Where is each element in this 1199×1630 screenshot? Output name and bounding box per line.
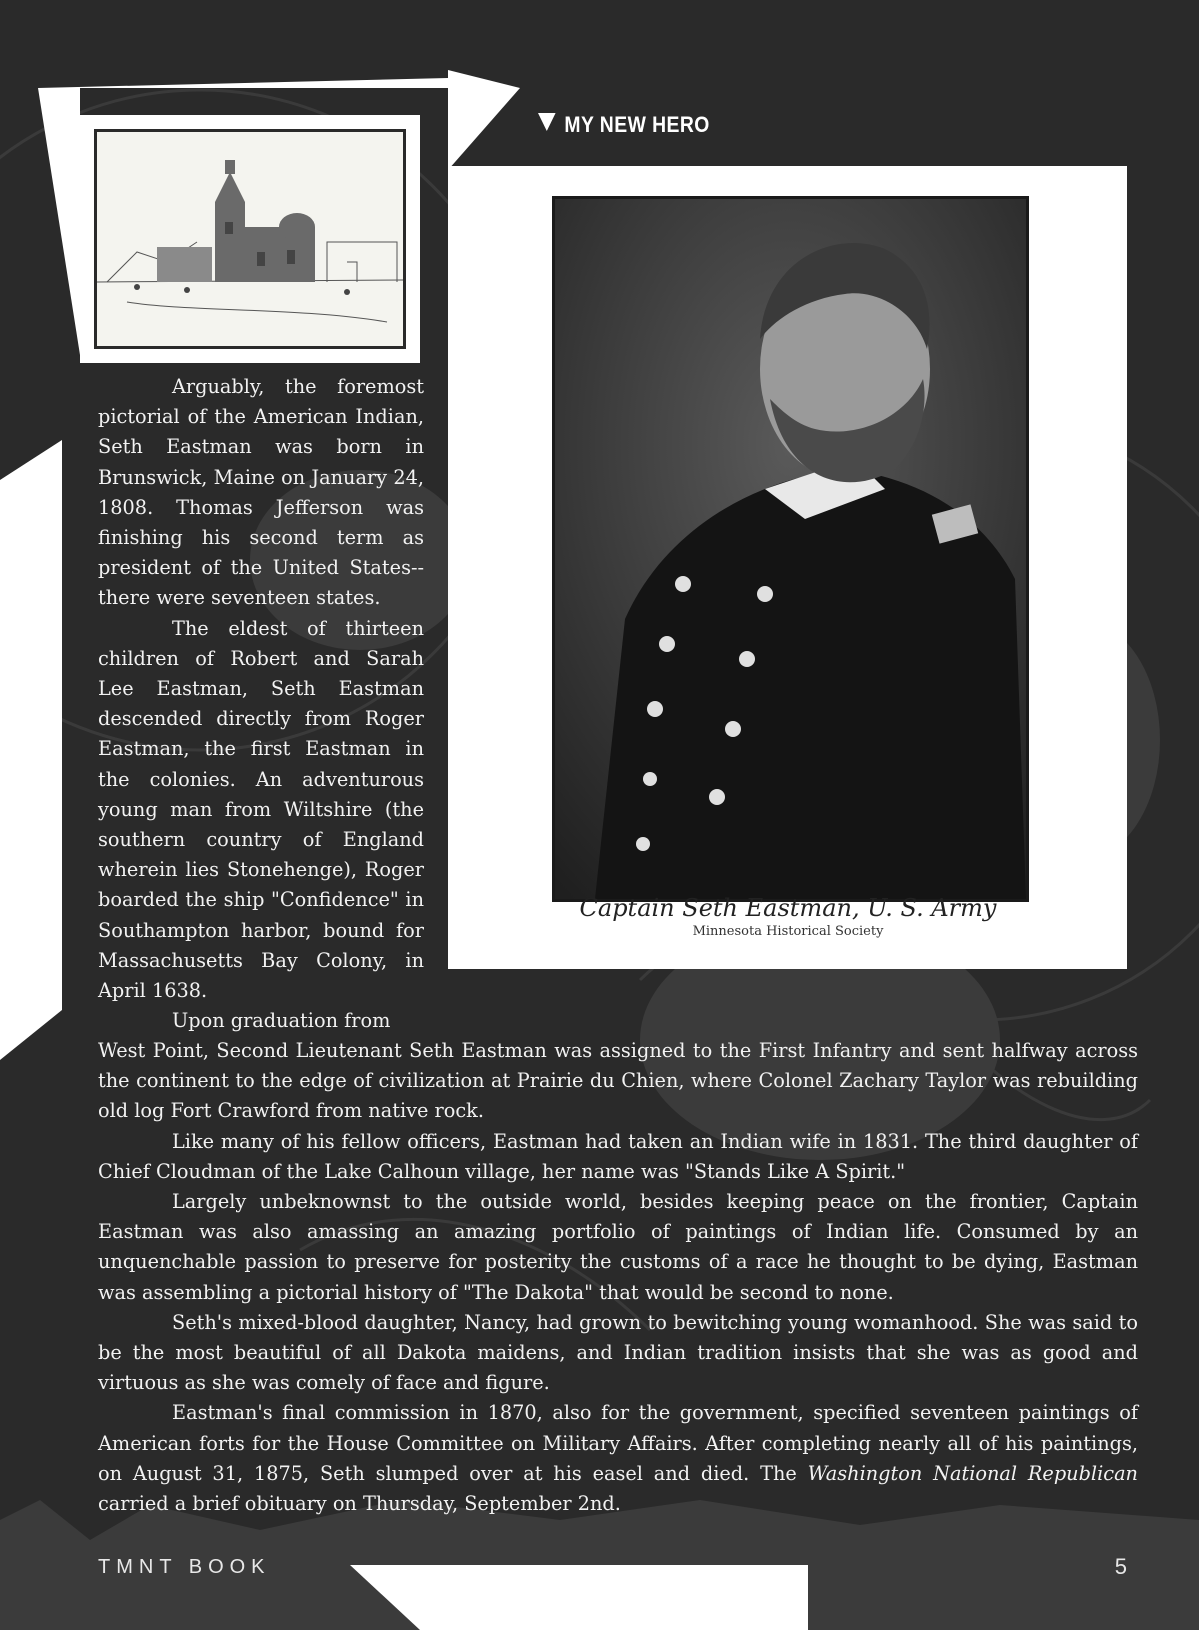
paragraph-continued: West Point, Second Lieutenant Seth Eastman was assigned to the First Infantry and sent halfway across the continent to the edge of civilization at Prairie du Chien, where Colonel Zachary Taylor was rebuilding old log Fort Crawford from native rock. bbox=[98, 1039, 1138, 1123]
paragraph: Like many of his fellow officers, Eastman had taken an Indian wife in 1831. The third daughter of Chief Cloudman of the Lake Calhoun village, her name was "Stands Like A Spirit." bbox=[98, 1129, 1138, 1183]
photo-credit: Minnesota Historical Society bbox=[692, 924, 884, 939]
book-title: TMNT BOOK bbox=[98, 1556, 271, 1578]
sketch-frame bbox=[80, 115, 420, 363]
paragraph: Seth's mixed-blood daughter, Nancy, had grown to bewitching young womanhood. She was said to be the most beautiful of all Dakota maidens, and Indian tradition insists that she was as good and virtuous as she was comely of face and figure. bbox=[98, 1310, 1138, 1395]
photo-caption: Captain Seth Eastman, U. S. Army bbox=[579, 894, 997, 922]
page-number: 5 bbox=[1114, 1554, 1127, 1579]
section-label bbox=[538, 112, 710, 138]
final-text-after: carried a brief obituary on Thursday, September 2nd. bbox=[98, 1492, 621, 1516]
portrait-drawing bbox=[555, 199, 1026, 899]
section-label-text: MY NEW HERO bbox=[564, 112, 710, 137]
portrait-panel bbox=[448, 166, 1127, 969]
paragraph: The eldest of thirteen children of Robert and Sarah Lee Eastman, Seth Eastman descended directly from Roger Eastman, the first Eastman in the colonies. An adventurous young man from Wiltshire (the southern country of England wherein lies Stonehenge), Roger boarded the ship "Confidence" in Southampton harbor, bound for Massachusetts Bay Colony, in April 1638. bbox=[98, 616, 424, 1003]
left-column-text bbox=[98, 372, 424, 1036]
triangle-down-icon bbox=[538, 113, 556, 131]
paragraph-final bbox=[98, 1398, 1138, 1519]
church-sketch-drawing bbox=[97, 132, 403, 346]
full-width-text bbox=[98, 1036, 1138, 1519]
paragraph: Upon graduation from bbox=[172, 1009, 391, 1033]
church-sketch-image bbox=[94, 129, 406, 349]
portrait-photo bbox=[552, 196, 1029, 902]
newspaper-title: Washington National Republican bbox=[807, 1461, 1138, 1485]
paragraph: Arguably, the foremost pictorial of the American Indian, Seth Eastman was born in Brunswick, Maine on January 24, 1808. Thomas Jefferson was finishing his second term as president of the United States--there were seventeen states. bbox=[98, 375, 424, 610]
paragraph: Largely unbeknownst to the outside world, besides keeping peace on the frontier, Captain Eastman was also amassing an amazing portfolio of paintings of Indian life. Consumed by an unquenchable passion to preserve for posterity the customs of a race he thought to be dying, Eastman was assembling a pictorial history of "The Dakota" that would be second to none. bbox=[98, 1190, 1138, 1304]
final-text-before: Eastman's final commission in 1870, also for the government, specified seventeen paintings of American forts for the House Committee on Military Affairs. After completing nearly all of his paintings, on August 31, 1875, Seth slumped over at his easel and died. The bbox=[98, 1401, 1138, 1485]
